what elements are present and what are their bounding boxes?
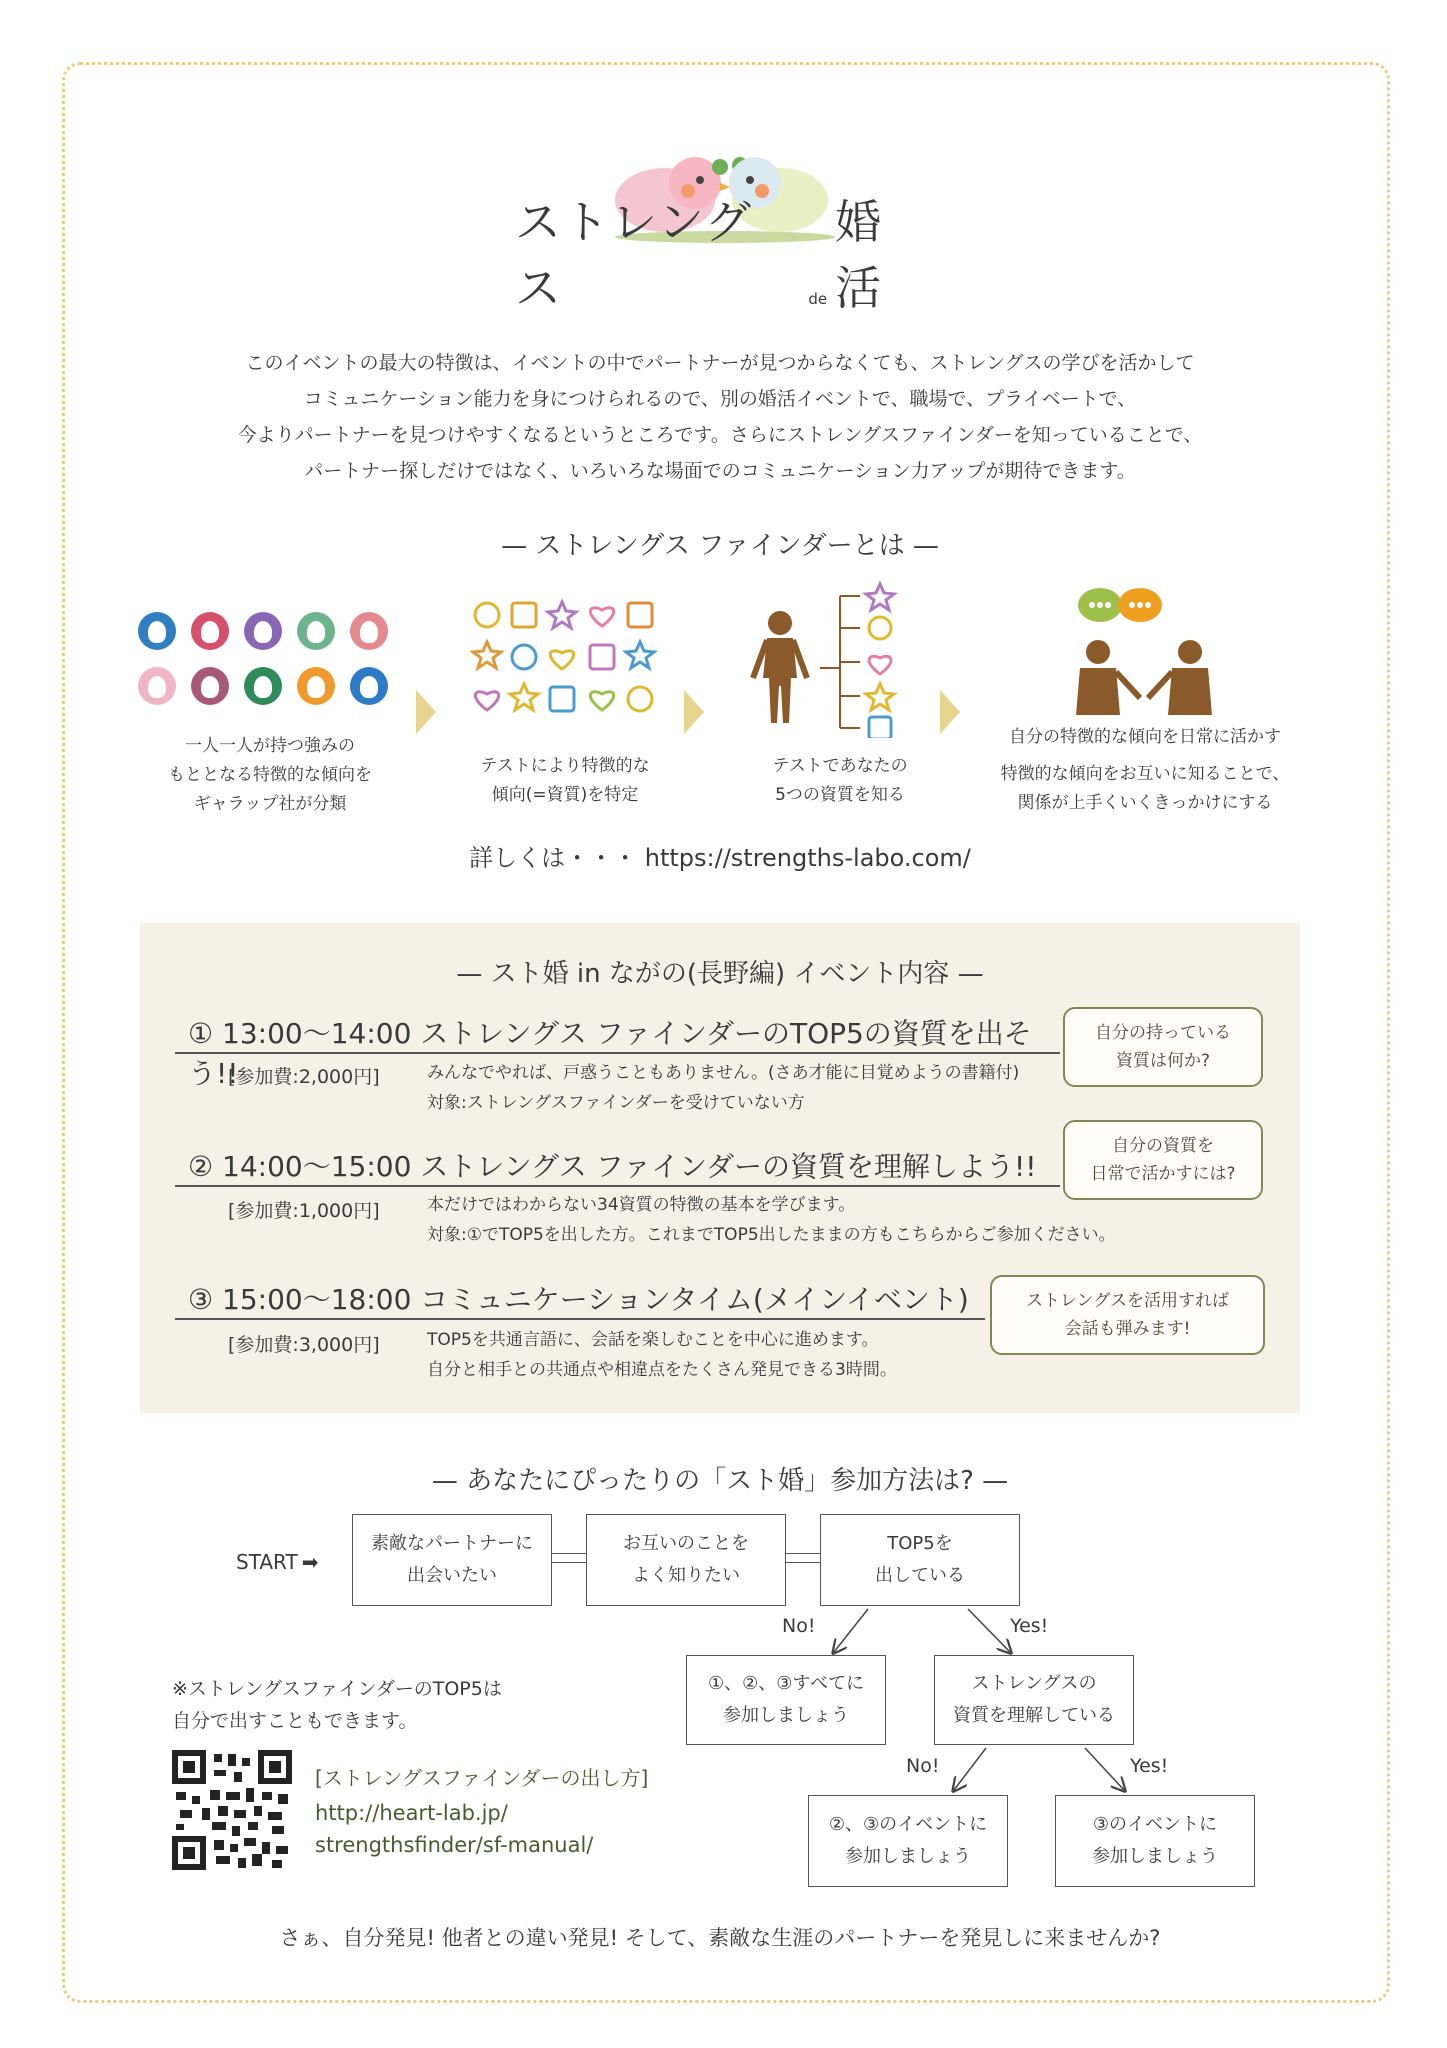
manual-link[interactable]: http://heart-lab.jp/ strengthsfinder/sf-manual/ xyxy=(315,1801,594,1857)
event-heading: ③ 15:00〜18:00 コミュニケーションタイム(メインイベント) xyxy=(188,1283,969,1316)
flow-title: — あなたにぴったりの「スト婚」参加方法は? — xyxy=(431,1466,1009,1496)
step-caption: 自分の特徴的な傾向を日常に活かす 特徴的な傾向をお互いに知ることで、 関係が上手くいくきっかけにする xyxy=(1000,727,1290,813)
intro-line: 今よりパートナーを見つけやすくなるというところです。さらにストレングスファインダーを知っていることで、 xyxy=(237,424,1203,446)
intro-line: コミュニケーション能力を身につけられるので、別の婚活イベントで、職場で、プライベートで、 xyxy=(303,388,1137,410)
event-desc: みんなでやれば、戸惑うこともありません。(さあ才能に目覚めようの書籍付) 対象:ストレングスファインダーを受けていない方 xyxy=(427,1063,1020,1113)
event-desc: 本だけではわからない34資質の特徴の基本を学びます。 対象:①でTOP5を出した方。これまでTOP5出したままの方もこちらからご参加ください。 xyxy=(427,1195,1116,1245)
flow-box: ストレングスの 資質を理解している xyxy=(934,1655,1134,1745)
flow-box: TOP5を 出している xyxy=(820,1514,1020,1606)
flow-box: ①、②、③すべてに 参加しましょう xyxy=(686,1655,886,1745)
no-label: No! xyxy=(782,1615,816,1637)
flow-box: ③のイベントに 参加しましょう xyxy=(1055,1795,1255,1887)
event-desc: TOP5を共通言語に、会話を楽しむことを中心に進めます。 自分と相手との共通点や相違点をたくさん発見できる3時間。 xyxy=(427,1330,897,1380)
event-fee: [参加費:3,000円] xyxy=(228,1334,380,1356)
about-title: — ストレングス ファインダーとは — xyxy=(501,531,939,561)
qr-code-icon xyxy=(172,1750,292,1870)
flow-box: お互いのことを よく知りたい xyxy=(586,1514,786,1606)
flow-box: 素敵なパートナーに 出会いたい xyxy=(352,1514,552,1606)
yes-label: Yes! xyxy=(1010,1615,1049,1637)
step-caption: テストであなたの 5つの資質を知る xyxy=(772,756,908,805)
logo-konkatsu: 婚活 xyxy=(835,195,886,315)
manual-link-title: [ストレングスファインダーの出し方] xyxy=(315,1766,649,1790)
logo-text: ストレングス xyxy=(515,195,753,315)
no-label: No! xyxy=(906,1755,940,1777)
event-bubble: 自分の持っている 資質は何か? xyxy=(1063,1007,1263,1087)
footer-message: さぁ、自分発見! 他者との違い発見! そして、素敵な生涯のパートナーを発見しに来ませんか? xyxy=(279,1926,1161,1950)
yes-label: Yes! xyxy=(1130,1755,1169,1777)
step-caption: テストにより特徴的な 傾向(=資質)を特定 xyxy=(480,756,650,805)
start-label: START ➡ xyxy=(236,1550,319,1574)
event-heading: ② 14:00〜15:00 ストレングス ファインダーの資質を理解しよう!! xyxy=(188,1150,1037,1183)
intro-line: このイベントの最大の特徴は、イベントの中でパートナーが見つからなくても、ストレングスの学びを活かして xyxy=(245,352,1195,374)
logo-de: de xyxy=(808,290,828,308)
more-info-link[interactable]: 詳しくは・・・ https://strengths-labo.com/ xyxy=(469,844,971,872)
event-fee: [参加費:2,000円] xyxy=(228,1066,380,1088)
note-text: ※ストレングスファインダーのTOP5は 自分で出すこともできます。 xyxy=(172,1678,502,1732)
event-fee: [参加費:1,000円] xyxy=(228,1200,380,1222)
event-bubble: ストレングスを活用すれば 会話も弾みます! xyxy=(990,1275,1265,1355)
event-bubble: 自分の資質を 日常で活かすには? xyxy=(1063,1120,1263,1200)
intro-line: パートナー探しだけではなく、いろいろな場面でのコミュニケーション力アップが期待できます。 xyxy=(304,460,1136,482)
events-title: — スト婚 in ながの(長野編) イベント内容 — xyxy=(456,959,984,989)
event-heading: ① 13:00〜14:00 ストレングス ファインダーのTOP5の資質を出そう!! xyxy=(188,1017,1032,1090)
flow-box: ②、③のイベントに 参加しましょう xyxy=(808,1795,1008,1887)
step-caption: 一人一人が持つ強みの もととなる特徴的な傾向を ギャラップ社が分類 xyxy=(168,736,372,814)
